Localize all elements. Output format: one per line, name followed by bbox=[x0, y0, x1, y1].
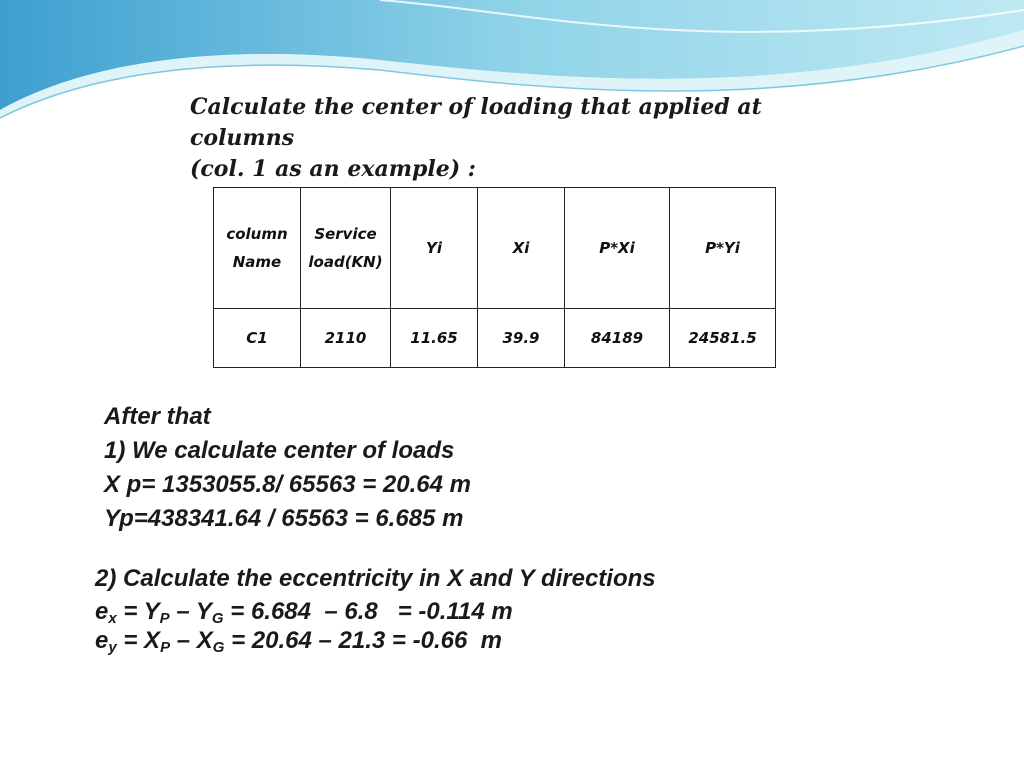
yp-equation: Yp=438341.64 / 65563 = 6.685 m bbox=[104, 505, 464, 532]
cell-service-load: 2110 bbox=[301, 309, 391, 368]
header-service-load: Service load(KN) bbox=[301, 188, 391, 309]
header-pxi: P*Xi bbox=[565, 188, 670, 309]
cell-column-name: C1 bbox=[214, 309, 301, 368]
cell-xi: 39.9 bbox=[478, 309, 565, 368]
step-1-text: 1) We calculate center of loads bbox=[104, 437, 455, 464]
title-line-2: columns bbox=[190, 125, 295, 151]
ey-equation: $e_y = X_P - X_G = 20.64 - 21.3 = -0.66$ m bbox=[95, 627, 502, 656]
header-yi: Yi bbox=[391, 188, 478, 309]
eccentricity-section bbox=[95, 562, 656, 657]
step-2-text: 2) Calculate the eccentricity in X and Y directions bbox=[95, 565, 656, 592]
center-of-loads-section bbox=[104, 400, 471, 536]
after-heading: After that bbox=[104, 403, 211, 430]
slide-title bbox=[190, 92, 790, 185]
title-line-1: Calculate the center of loading that applied at bbox=[190, 94, 762, 120]
header-column-name: column Name bbox=[214, 188, 301, 309]
header-pyi: P*Yi bbox=[670, 188, 776, 309]
cell-pyi: 24581.5 bbox=[670, 309, 776, 368]
xp-equation: X p= 1353055.8/ 65563 = 20.64 m bbox=[104, 471, 471, 498]
ex-equation: $e_x = Y_P - Y_G = 6.684 - 6.8 = -0.114$ m bbox=[95, 598, 513, 627]
table-row bbox=[214, 309, 776, 368]
header-xi: Xi bbox=[478, 188, 565, 309]
table-header-row bbox=[214, 188, 776, 309]
title-line-3: (col. 1 as an example) : bbox=[190, 156, 476, 182]
cell-pxi: 84189 bbox=[565, 309, 670, 368]
cell-yi: 11.65 bbox=[391, 309, 478, 368]
column-loads-table bbox=[213, 187, 776, 368]
